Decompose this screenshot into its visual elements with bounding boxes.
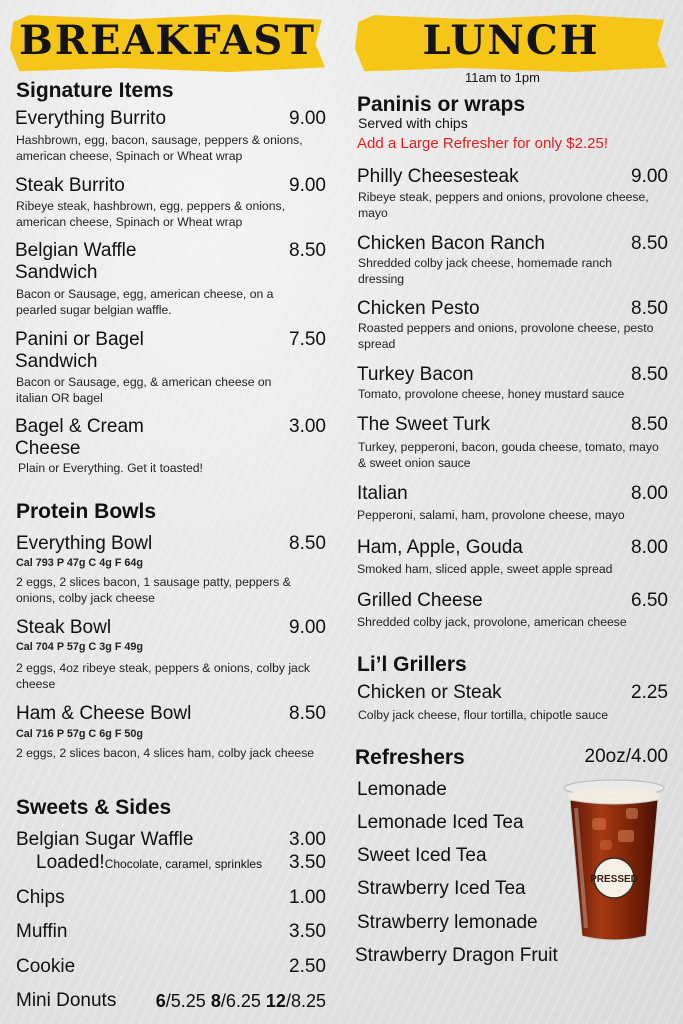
promo-text: Add a Large Refresher for only $2.25!: [357, 135, 608, 152]
menu-item-price: 3.50: [289, 921, 326, 942]
refreshers-heading: Refreshers: [355, 746, 465, 769]
donut-qty: 6: [155, 991, 166, 1011]
drink-cup-illustration: [562, 778, 666, 944]
menu-item-desc: Plain or Everything. Get it toasted!: [18, 461, 203, 475]
menu-item-desc: 2 eggs, 4oz ribeye steak, peppers & onions, colby jack cheese: [16, 661, 311, 691]
menu-item-price: 8.50: [289, 240, 326, 261]
menu-item-name: Chicken or Steak: [357, 682, 502, 703]
menu-item-name: Bagel & Cream Cheese: [15, 416, 144, 459]
menu-item-price: 3.00: [289, 416, 326, 437]
menu-item-name: Turkey Bacon: [357, 364, 474, 385]
menu-item-name: Ham, Apple, Gouda: [357, 537, 523, 558]
menu-item-price: 7.50: [289, 329, 326, 350]
menu-item-desc: Bacon or Sausage, egg, & american cheese on italian OR bagel: [16, 375, 272, 405]
menu-item-price: 2.25: [631, 682, 668, 703]
menu-item-price: 6.50: [631, 590, 668, 611]
menu-item-desc: Tomato, provolone cheese, honey mustard sauce: [358, 387, 625, 401]
menu-item-name: Chips: [16, 887, 65, 908]
menu-item-name: Chicken Bacon Ranch: [357, 233, 545, 254]
menu-item-name: Belgian Sugar Waffle: [16, 829, 194, 850]
donut-prices: [130, 990, 326, 1012]
donut-price: /8.25: [285, 991, 326, 1011]
menu-item-price: 8.50: [631, 233, 668, 254]
breakfast-title: BREAKFAST: [18, 17, 317, 64]
menu-item-name: Muffin: [16, 921, 68, 942]
menu-item-name: Loaded!: [36, 852, 105, 873]
refresher-item: Lemonade Iced Tea: [357, 812, 524, 833]
menu-item-price: 9.00: [631, 166, 668, 187]
menu-item-name: Belgian Waffle Sandwich: [15, 240, 137, 283]
macro-line: Cal 793 P 47g C 4g F 64g: [16, 557, 144, 569]
menu-item-desc: 2 eggs, 2 slices bacon, 1 sausage patty, peppers & onions, colby jack cheese: [16, 575, 291, 605]
menu-item-price: 8.50: [289, 533, 326, 554]
bowls-heading: Protein Bowls: [16, 500, 157, 523]
donut-price: /5.25: [165, 991, 206, 1011]
paninis-heading: Paninis or wraps: [357, 93, 526, 116]
menu-item-desc: Colby jack cheese, flour tortilla, chipotle sauce: [358, 708, 608, 722]
grillers-heading: Li’l Grillers: [357, 653, 467, 676]
menu-item-desc: Roasted peppers and onions, provolone cheese, pesto spread: [358, 321, 654, 351]
menu-item-price: 2.50: [289, 956, 326, 977]
menu-item-price: 3.00: [289, 829, 326, 850]
menu-item-desc: Turkey, pepperoni, bacon, gouda cheese, tomato, mayo & sweet onion sauce: [358, 440, 659, 470]
menu-item-price: 8.50: [631, 298, 668, 319]
signature-heading: Signature Items: [16, 79, 174, 102]
cup-logo-text: PRESSED: [590, 874, 638, 885]
sweets-heading: Sweets & Sides: [16, 796, 172, 819]
menu-item-desc: Smoked ham, sliced apple, sweet apple spread: [357, 562, 613, 576]
menu-item-name: Everything Burrito: [15, 108, 167, 129]
menu-item-name: Philly Cheesesteak: [357, 166, 519, 187]
menu-item-desc: Hashbrown, egg, bacon, sausage, peppers & onions, american cheese, Spinach or Wheat wrap: [16, 133, 303, 163]
menu-item-name: Grilled Cheese: [357, 590, 483, 611]
menu-item-name: Italian: [357, 483, 408, 504]
menu-item-name: Steak Burrito: [15, 175, 125, 196]
donut-qty: 12: [265, 991, 286, 1011]
menu-item-price: 3.50: [289, 852, 326, 873]
menu-item-price: 9.00: [289, 175, 326, 196]
refresher-item: Strawberry lemonade: [357, 912, 538, 933]
donut-price: /6.25: [220, 991, 261, 1011]
donut-qty: 8: [210, 991, 221, 1011]
loaded-note: Chocolate, caramel, sprinkles: [104, 857, 263, 871]
menu-item-price: 9.00: [289, 108, 326, 129]
menu-item-desc: Bacon or Sausage, egg, american cheese, on a pearled sugar belgian waffle.: [16, 287, 274, 317]
menu-item-desc: Shredded colby jack cheese, homemade ranch dressing: [358, 256, 613, 286]
menu-item-name: Mini Donuts: [16, 990, 117, 1011]
menu-item-price: 8.00: [631, 483, 668, 504]
menu-item-price: 1.00: [289, 887, 326, 908]
menu-item-desc: Pepperoni, salami, ham, provolone cheese, mayo: [357, 508, 625, 522]
macro-line: Cal 704 P 57g C 3g F 49g: [16, 641, 144, 653]
menu-item-desc: Ribeye steak, peppers and onions, provolone cheese, mayo: [358, 190, 649, 220]
menu-item-price: 8.00: [631, 537, 668, 558]
loaded-row: [36, 852, 262, 874]
menu-item-price: 8.50: [631, 364, 668, 385]
menu-item-price: 9.00: [289, 617, 326, 638]
paninis-sub: Served with chips: [358, 115, 468, 131]
menu-item-name: Chicken Pesto: [357, 298, 480, 319]
menu-item-name: The Sweet Turk: [357, 414, 491, 435]
menu-item-desc: 2 eggs, 2 slices bacon, 4 slices ham, colby jack cheese: [16, 746, 315, 760]
refresher-item: Strawberry Dragon Fruit: [355, 945, 558, 966]
macro-line: Cal 716 P 57g C 6g F 50g: [16, 728, 144, 740]
menu-item-name: Ham & Cheese Bowl: [16, 703, 192, 724]
menu-item-desc: Shredded colby jack, provolone, american cheese: [357, 615, 627, 629]
drink-cup-image: [562, 778, 666, 944]
lunch-title: LUNCH: [422, 17, 600, 64]
menu-item-desc: Ribeye steak, hashbrown, egg, peppers & onions, american cheese, Spinach or Wheat wrap: [16, 199, 285, 229]
lunch-hours: 11am to 1pm: [465, 70, 540, 85]
menu-item-name: Everything Bowl: [16, 533, 153, 554]
refresher-item: Strawberry Iced Tea: [357, 878, 526, 899]
refresher-item: Lemonade: [357, 779, 447, 800]
menu-item-name: Cookie: [16, 956, 76, 977]
menu-item-name: Steak Bowl: [16, 617, 112, 638]
refresher-item: Sweet Iced Tea: [357, 845, 487, 866]
menu-item-price: 8.50: [631, 414, 668, 435]
menu-item-price: 8.50: [289, 703, 326, 724]
refreshers-size-price: 20oz/4.00: [584, 746, 668, 767]
menu-item-name: Panini or Bagel Sandwich: [15, 329, 144, 372]
